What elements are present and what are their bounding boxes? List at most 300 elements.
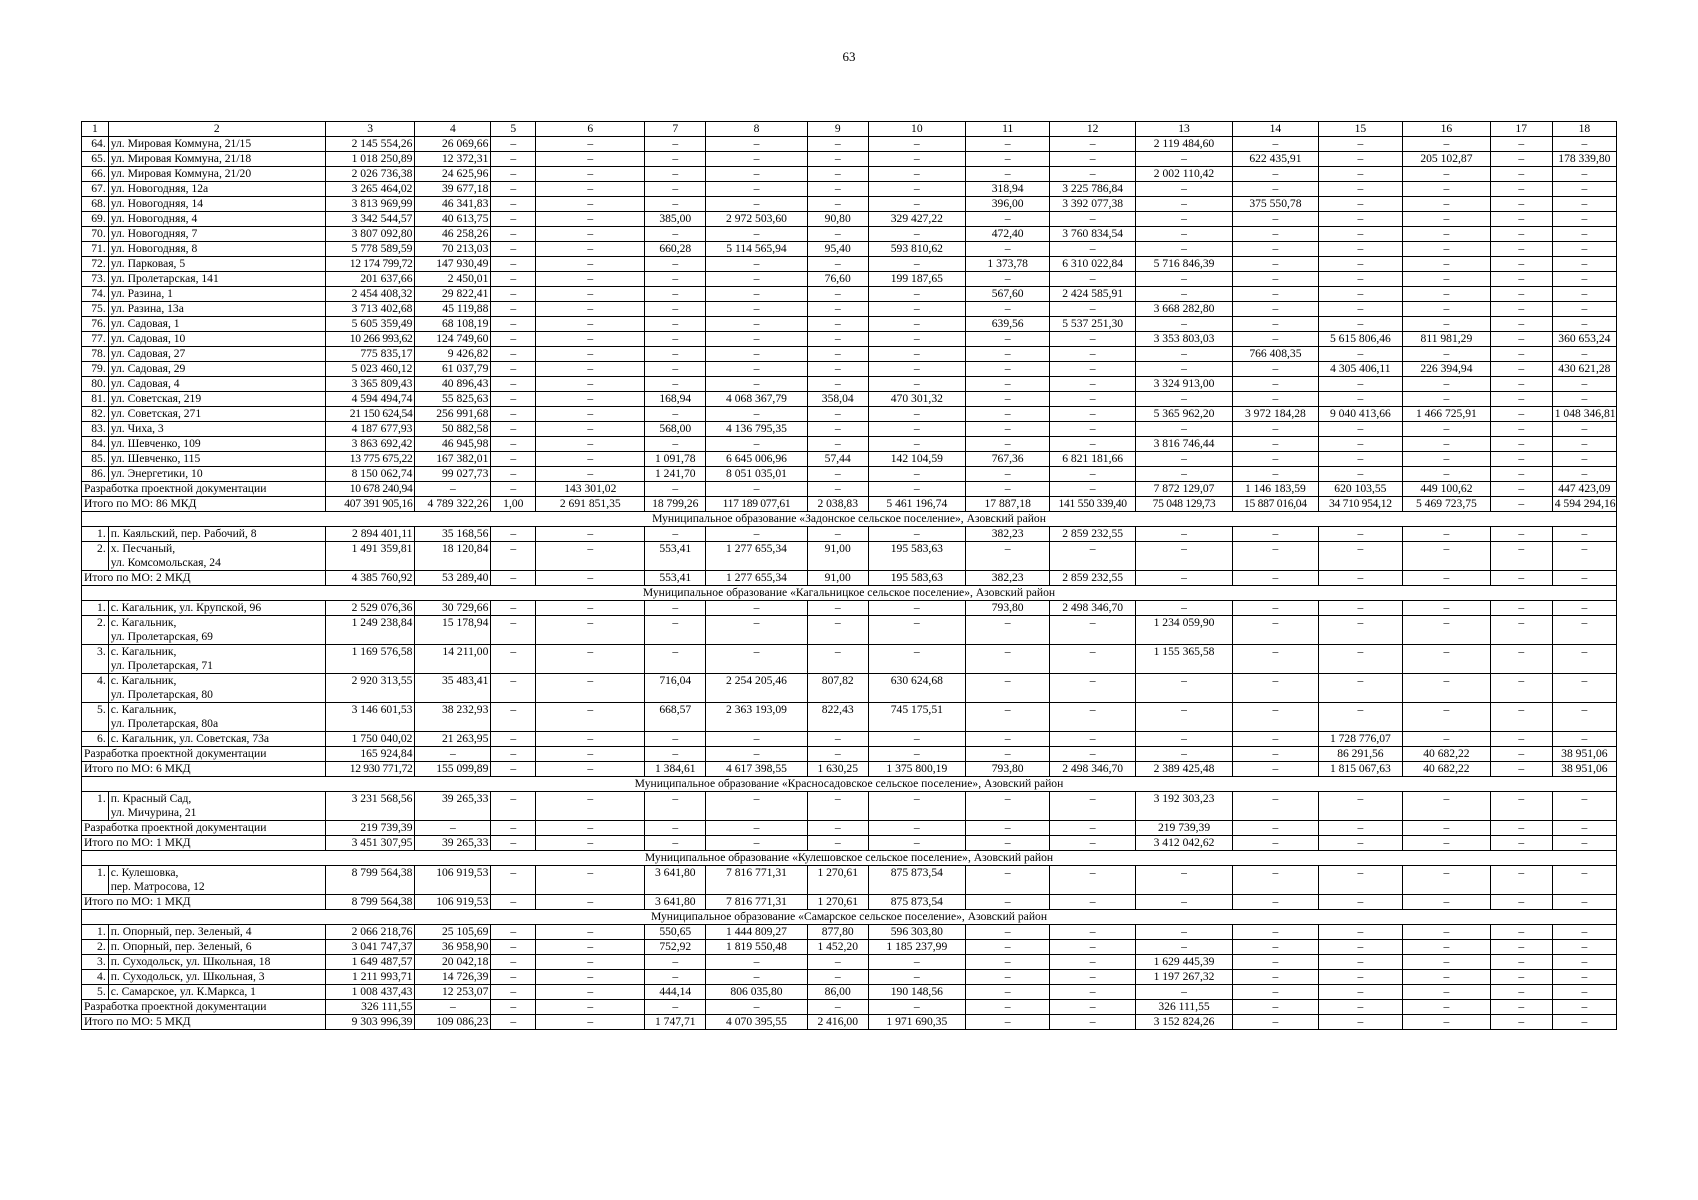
- header-cell-6: 6: [536, 122, 645, 137]
- value-cell-col8: –: [706, 332, 808, 347]
- value-cell-col16: –: [1403, 674, 1491, 703]
- value-cell-col17: –: [1490, 362, 1552, 377]
- value-cell-col6: –: [536, 821, 645, 836]
- table-row: [82, 703, 1617, 732]
- value-cell-col15: –: [1318, 940, 1402, 955]
- value-cell-col11: –: [965, 940, 1049, 955]
- value-cell-col8: –: [706, 616, 808, 645]
- value-cell-col16: –: [1403, 645, 1491, 674]
- value-cell-col18: –: [1552, 895, 1616, 910]
- value-cell-col3: 1 018 250,89: [325, 152, 415, 167]
- value-cell-col8: –: [706, 227, 808, 242]
- value-cell-col16: –: [1403, 985, 1491, 1000]
- value-cell-col4: 39 265,33: [415, 792, 491, 821]
- value-cell-col4: 9 426,82: [415, 347, 491, 362]
- section-row: [82, 777, 1617, 792]
- value-cell-col15: –: [1318, 542, 1402, 571]
- value-cell-col14: –: [1233, 792, 1319, 821]
- value-cell-col16: –: [1403, 377, 1491, 392]
- table-row: [82, 732, 1617, 747]
- value-cell-col8: –: [706, 1000, 808, 1015]
- value-cell-col4: 70 213,03: [415, 242, 491, 257]
- value-cell-col12: 2 859 232,55: [1050, 527, 1136, 542]
- value-cell-col6: –: [536, 985, 645, 1000]
- value-cell-col4: 39 677,18: [415, 182, 491, 197]
- value-cell-col10: –: [868, 287, 965, 302]
- value-cell-col17: –: [1490, 467, 1552, 482]
- value-cell-col8: –: [706, 747, 808, 762]
- value-cell-col14: –: [1233, 747, 1319, 762]
- value-cell-col16: –: [1403, 821, 1491, 836]
- value-cell-col10: –: [868, 955, 965, 970]
- header-cell-15: 15: [1318, 122, 1402, 137]
- value-cell-col5: –: [491, 197, 536, 212]
- value-cell-col13: –: [1135, 571, 1232, 586]
- value-cell-col3: 1 249 238,84: [325, 616, 415, 645]
- value-cell-col9: –: [807, 1000, 868, 1015]
- value-cell-col3: 1 169 576,58: [325, 645, 415, 674]
- value-cell-col13: 5 716 846,39: [1135, 257, 1232, 272]
- value-cell-col10: 875 873,54: [868, 866, 965, 895]
- value-cell-col6: –: [536, 527, 645, 542]
- value-cell-col15: 4 305 406,11: [1318, 362, 1402, 377]
- value-cell-col11: –: [965, 407, 1049, 422]
- row-label: Разработка проектной документации: [82, 747, 326, 762]
- value-cell-col16: –: [1403, 527, 1491, 542]
- address-cell: ул. Садовая, 10: [108, 332, 325, 347]
- row-number: 5.: [82, 985, 109, 1000]
- address-cell: ул. Новогодняя, 4: [108, 212, 325, 227]
- value-cell-col11: –: [965, 703, 1049, 732]
- table-row: [82, 970, 1617, 985]
- value-cell-col3: 1 750 040,02: [325, 732, 415, 747]
- value-cell-col4: 50 882,58: [415, 422, 491, 437]
- value-cell-col3: 8 799 564,38: [325, 866, 415, 895]
- value-cell-col17: –: [1490, 601, 1552, 616]
- value-cell-col13: 1 629 445,39: [1135, 955, 1232, 970]
- value-cell-col8: –: [706, 362, 808, 377]
- value-cell-col17: –: [1490, 527, 1552, 542]
- value-cell-col6: –: [536, 137, 645, 152]
- value-cell-col3: 165 924,84: [325, 747, 415, 762]
- section-row: [82, 851, 1617, 866]
- value-cell-col4: 53 289,40: [415, 571, 491, 586]
- row-label: Итого по МО: 2 МКД: [82, 571, 326, 586]
- value-cell-col11: 1 373,78: [965, 257, 1049, 272]
- address-cell: [108, 866, 325, 895]
- value-cell-col7: –: [645, 482, 706, 497]
- value-cell-col11: 318,94: [965, 182, 1049, 197]
- address-line-1: с. Кагальник,: [110, 616, 177, 629]
- value-cell-col14: –: [1233, 571, 1319, 586]
- value-cell-col6: –: [536, 747, 645, 762]
- value-cell-col6: –: [536, 392, 645, 407]
- value-cell-col13: –: [1135, 601, 1232, 616]
- value-cell-col11: –: [965, 362, 1049, 377]
- value-cell-col5: –: [491, 747, 536, 762]
- value-cell-col12: –: [1050, 347, 1136, 362]
- value-cell-col16: –: [1403, 137, 1491, 152]
- value-cell-col4: 45 119,88: [415, 302, 491, 317]
- value-cell-col17: –: [1490, 377, 1552, 392]
- value-cell-col13: –: [1135, 212, 1232, 227]
- value-cell-col15: –: [1318, 866, 1402, 895]
- value-cell-col16: –: [1403, 925, 1491, 940]
- value-cell-col18: –: [1552, 197, 1616, 212]
- row-number: 1.: [82, 792, 109, 821]
- value-cell-col16: –: [1403, 616, 1491, 645]
- value-cell-col14: 15 887 016,04: [1233, 497, 1319, 512]
- value-cell-col3: 2 145 554,26: [325, 137, 415, 152]
- value-cell-col12: –: [1050, 645, 1136, 674]
- value-cell-col7: –: [645, 601, 706, 616]
- table-row: [82, 985, 1617, 1000]
- value-cell-col15: –: [1318, 212, 1402, 227]
- value-cell-col17: –: [1490, 895, 1552, 910]
- value-cell-col17: –: [1490, 925, 1552, 940]
- table-row: [82, 377, 1617, 392]
- header-cell-8: 8: [706, 122, 808, 137]
- value-cell-col12: –: [1050, 836, 1136, 851]
- value-cell-col12: 3 760 834,54: [1050, 227, 1136, 242]
- value-cell-col18: –: [1552, 836, 1616, 851]
- total-row: [82, 821, 1617, 836]
- value-cell-col8: –: [706, 601, 808, 616]
- total-row: [82, 836, 1617, 851]
- value-cell-col14: –: [1233, 257, 1319, 272]
- value-cell-col16: –: [1403, 955, 1491, 970]
- value-cell-col7: –: [645, 645, 706, 674]
- value-cell-col10: 593 810,62: [868, 242, 965, 257]
- value-cell-col12: –: [1050, 674, 1136, 703]
- value-cell-col14: –: [1233, 317, 1319, 332]
- value-cell-col14: –: [1233, 732, 1319, 747]
- total-row: [82, 482, 1617, 497]
- address-line-2: ул. Пролетарская, 80а: [110, 717, 219, 730]
- value-cell-col3: 4 187 677,93: [325, 422, 415, 437]
- value-cell-col18: –: [1552, 137, 1616, 152]
- value-cell-col8: –: [706, 347, 808, 362]
- value-cell-col4: 25 105,69: [415, 925, 491, 940]
- value-cell-col14: 622 435,91: [1233, 152, 1319, 167]
- value-cell-col12: –: [1050, 732, 1136, 747]
- value-cell-col11: –: [965, 422, 1049, 437]
- table-row: [82, 792, 1617, 821]
- value-cell-col4: 35 168,56: [415, 527, 491, 542]
- value-cell-col4: 46 341,83: [415, 197, 491, 212]
- value-cell-col6: –: [536, 866, 645, 895]
- value-cell-col17: –: [1490, 866, 1552, 895]
- address-cell: ул. Садовая, 27: [108, 347, 325, 362]
- table-row: [82, 866, 1617, 895]
- value-cell-col10: –: [868, 970, 965, 985]
- value-cell-col8: 2 972 503,60: [706, 212, 808, 227]
- value-cell-col16: –: [1403, 836, 1491, 851]
- value-cell-col5: –: [491, 895, 536, 910]
- value-cell-col10: –: [868, 422, 965, 437]
- value-cell-col13: –: [1135, 747, 1232, 762]
- address-line-2: ул. Комсомольская, 24: [110, 556, 221, 569]
- value-cell-col15: –: [1318, 197, 1402, 212]
- data-table: [81, 121, 1617, 1030]
- value-cell-col8: 4 617 398,55: [706, 762, 808, 777]
- value-cell-col3: 12 930 771,72: [325, 762, 415, 777]
- value-cell-col6: –: [536, 332, 645, 347]
- value-cell-col13: –: [1135, 925, 1232, 940]
- value-cell-col5: –: [491, 212, 536, 227]
- value-cell-col4: 4 789 322,26: [415, 497, 491, 512]
- table-row: [82, 182, 1617, 197]
- value-cell-col15: –: [1318, 601, 1402, 616]
- value-cell-col6: –: [536, 1000, 645, 1015]
- value-cell-col11: –: [965, 732, 1049, 747]
- value-cell-col14: –: [1233, 527, 1319, 542]
- value-cell-col14: –: [1233, 332, 1319, 347]
- value-cell-col11: –: [965, 542, 1049, 571]
- value-cell-col6: –: [536, 955, 645, 970]
- address-cell: ул. Энергетики, 10: [108, 467, 325, 482]
- row-number: 79.: [82, 362, 109, 377]
- address-cell: [108, 792, 325, 821]
- row-label: Итого по МО: 1 МКД: [82, 895, 326, 910]
- value-cell-col14: –: [1233, 955, 1319, 970]
- value-cell-col12: –: [1050, 955, 1136, 970]
- value-cell-col11: 382,23: [965, 527, 1049, 542]
- address-cell: [108, 542, 325, 571]
- table-row: [82, 137, 1617, 152]
- table-row: [82, 302, 1617, 317]
- row-number: 78.: [82, 347, 109, 362]
- value-cell-col17: –: [1490, 197, 1552, 212]
- value-cell-col13: 3 412 042,62: [1135, 836, 1232, 851]
- value-cell-col3: 4 385 760,92: [325, 571, 415, 586]
- value-cell-col12: 3 392 077,38: [1050, 197, 1136, 212]
- row-number: 5.: [82, 703, 109, 732]
- value-cell-col16: 40 682,22: [1403, 762, 1491, 777]
- value-cell-col13: 7 872 129,07: [1135, 482, 1232, 497]
- value-cell-col5: –: [491, 242, 536, 257]
- value-cell-col18: –: [1552, 257, 1616, 272]
- value-cell-col13: 3 324 913,00: [1135, 377, 1232, 392]
- value-cell-col14: –: [1233, 377, 1319, 392]
- value-cell-col3: 12 174 799,72: [325, 257, 415, 272]
- value-cell-col12: –: [1050, 792, 1136, 821]
- value-cell-col13: –: [1135, 703, 1232, 732]
- row-number: 69.: [82, 212, 109, 227]
- value-cell-col10: –: [868, 821, 965, 836]
- value-cell-col11: –: [965, 616, 1049, 645]
- value-cell-col11: –: [965, 152, 1049, 167]
- value-cell-col15: –: [1318, 925, 1402, 940]
- value-cell-col15: –: [1318, 1000, 1402, 1015]
- row-number: 1.: [82, 925, 109, 940]
- value-cell-col5: –: [491, 407, 536, 422]
- value-cell-col15: 5 615 806,46: [1318, 332, 1402, 347]
- value-cell-col8: –: [706, 287, 808, 302]
- row-number: 1.: [82, 527, 109, 542]
- value-cell-col11: 567,60: [965, 287, 1049, 302]
- value-cell-col10: –: [868, 645, 965, 674]
- value-cell-col9: –: [807, 287, 868, 302]
- value-cell-col11: –: [965, 467, 1049, 482]
- address-cell: [108, 674, 325, 703]
- value-cell-col17: –: [1490, 422, 1552, 437]
- value-cell-col6: –: [536, 167, 645, 182]
- value-cell-col5: –: [491, 616, 536, 645]
- value-cell-col16: –: [1403, 242, 1491, 257]
- value-cell-col9: –: [807, 836, 868, 851]
- value-cell-col5: –: [491, 302, 536, 317]
- value-cell-col11: –: [965, 792, 1049, 821]
- table-row: [82, 601, 1617, 616]
- value-cell-col10: –: [868, 152, 965, 167]
- address-cell: ул. Мировая Коммуна, 21/15: [108, 137, 325, 152]
- value-cell-col4: 39 265,33: [415, 836, 491, 851]
- value-cell-col18: –: [1552, 527, 1616, 542]
- value-cell-col8: 6 645 006,96: [706, 452, 808, 467]
- row-number: 82.: [82, 407, 109, 422]
- value-cell-col16: 5 469 723,75: [1403, 497, 1491, 512]
- value-cell-col17: –: [1490, 287, 1552, 302]
- table-row: [82, 955, 1617, 970]
- value-cell-col15: –: [1318, 452, 1402, 467]
- value-cell-col18: 447 423,09: [1552, 482, 1616, 497]
- value-cell-col5: –: [491, 542, 536, 571]
- value-cell-col10: 875 873,54: [868, 895, 965, 910]
- value-cell-col11: –: [965, 970, 1049, 985]
- value-cell-col9: 822,43: [807, 703, 868, 732]
- value-cell-col13: –: [1135, 347, 1232, 362]
- value-cell-col11: –: [965, 925, 1049, 940]
- value-cell-col3: 326 111,55: [325, 1000, 415, 1015]
- table-row: [82, 674, 1617, 703]
- value-cell-col17: –: [1490, 747, 1552, 762]
- value-cell-col17: –: [1490, 571, 1552, 586]
- value-cell-col15: –: [1318, 645, 1402, 674]
- value-cell-col12: –: [1050, 616, 1136, 645]
- value-cell-col4: 61 037,79: [415, 362, 491, 377]
- value-cell-col16: –: [1403, 1000, 1491, 1015]
- address-line-1: с. Кагальник,: [110, 674, 177, 687]
- value-cell-col16: –: [1403, 212, 1491, 227]
- value-cell-col3: 3 041 747,37: [325, 940, 415, 955]
- value-cell-col7: –: [645, 287, 706, 302]
- value-cell-col15: –: [1318, 437, 1402, 452]
- value-cell-col8: –: [706, 257, 808, 272]
- value-cell-col12: –: [1050, 482, 1136, 497]
- value-cell-col11: –: [965, 332, 1049, 347]
- value-cell-col7: 3 641,80: [645, 895, 706, 910]
- value-cell-col4: 21 263,95: [415, 732, 491, 747]
- value-cell-col3: 5 605 359,49: [325, 317, 415, 332]
- value-cell-col18: –: [1552, 422, 1616, 437]
- value-cell-col13: 3 152 824,26: [1135, 1015, 1232, 1030]
- row-number: 72.: [82, 257, 109, 272]
- value-cell-col3: 3 713 402,68: [325, 302, 415, 317]
- value-cell-col14: –: [1233, 601, 1319, 616]
- value-cell-col7: –: [645, 197, 706, 212]
- value-cell-col11: –: [965, 212, 1049, 227]
- value-cell-col8: –: [706, 970, 808, 985]
- value-cell-col14: –: [1233, 227, 1319, 242]
- value-cell-col12: 2 424 585,91: [1050, 287, 1136, 302]
- section-title: Муниципальное образование «Красносадовское сельское поселение», Азовский район: [82, 777, 1617, 792]
- value-cell-col4: –: [415, 821, 491, 836]
- table-row: [82, 197, 1617, 212]
- value-cell-col14: –: [1233, 866, 1319, 895]
- value-cell-col18: –: [1552, 732, 1616, 747]
- value-cell-col8: –: [706, 302, 808, 317]
- value-cell-col10: –: [868, 347, 965, 362]
- value-cell-col11: –: [965, 437, 1049, 452]
- value-cell-col12: –: [1050, 137, 1136, 152]
- value-cell-col10: –: [868, 437, 965, 452]
- value-cell-col17: –: [1490, 542, 1552, 571]
- value-cell-col7: 752,92: [645, 940, 706, 955]
- value-cell-col6: –: [536, 377, 645, 392]
- value-cell-col17: –: [1490, 836, 1552, 851]
- value-cell-col13: –: [1135, 182, 1232, 197]
- address-cell: ул. Пролетарская, 141: [108, 272, 325, 287]
- value-cell-col12: –: [1050, 212, 1136, 227]
- address-cell: ул. Новогодняя, 7: [108, 227, 325, 242]
- value-cell-col6: –: [536, 792, 645, 821]
- value-cell-col14: –: [1233, 836, 1319, 851]
- value-cell-col10: –: [868, 317, 965, 332]
- value-cell-col4: –: [415, 1000, 491, 1015]
- row-number: 4.: [82, 970, 109, 985]
- value-cell-col3: 3 807 092,80: [325, 227, 415, 242]
- address-cell: ул. Новогодняя, 14: [108, 197, 325, 212]
- value-cell-col16: 449 100,62: [1403, 482, 1491, 497]
- total-row: [82, 747, 1617, 762]
- value-cell-col16: 811 981,29: [1403, 332, 1491, 347]
- value-cell-col14: –: [1233, 925, 1319, 940]
- value-cell-col18: –: [1552, 925, 1616, 940]
- value-cell-col9: 1 630,25: [807, 762, 868, 777]
- value-cell-col5: –: [491, 601, 536, 616]
- value-cell-col15: –: [1318, 392, 1402, 407]
- value-cell-col9: –: [807, 792, 868, 821]
- value-cell-col15: 86 291,56: [1318, 747, 1402, 762]
- value-cell-col15: –: [1318, 985, 1402, 1000]
- value-cell-col17: –: [1490, 212, 1552, 227]
- value-cell-col4: 14 726,39: [415, 970, 491, 985]
- value-cell-col12: –: [1050, 940, 1136, 955]
- row-number: 2.: [82, 616, 109, 645]
- value-cell-col10: 190 148,56: [868, 985, 965, 1000]
- value-cell-col18: –: [1552, 955, 1616, 970]
- address-cell: ул. Советская, 219: [108, 392, 325, 407]
- value-cell-col15: –: [1318, 895, 1402, 910]
- value-cell-col10: –: [868, 167, 965, 182]
- value-cell-col15: –: [1318, 792, 1402, 821]
- value-cell-col9: 1 452,20: [807, 940, 868, 955]
- value-cell-col13: –: [1135, 985, 1232, 1000]
- value-cell-col18: –: [1552, 542, 1616, 571]
- total-row: [82, 497, 1617, 512]
- value-cell-col6: –: [536, 437, 645, 452]
- value-cell-col12: –: [1050, 821, 1136, 836]
- value-cell-col9: –: [807, 422, 868, 437]
- value-cell-col15: –: [1318, 970, 1402, 985]
- value-cell-col13: 5 365 962,20: [1135, 407, 1232, 422]
- address-cell: ул. Садовая, 1: [108, 317, 325, 332]
- value-cell-col17: –: [1490, 1015, 1552, 1030]
- value-cell-col8: –: [706, 527, 808, 542]
- value-cell-col4: 68 108,19: [415, 317, 491, 332]
- value-cell-col18: –: [1552, 272, 1616, 287]
